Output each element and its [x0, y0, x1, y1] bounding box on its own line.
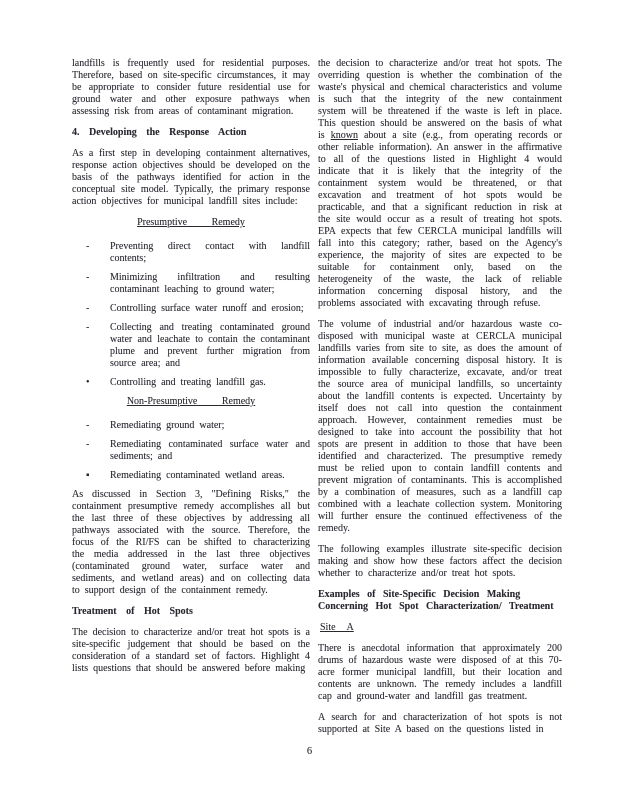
list-item — [72, 420, 310, 432]
list-item-text: Collecting and treating contaminated ground water and leachate to contain the contaminant plume and prevent further migration from source area; and — [110, 322, 310, 369]
paragraph-text: about a site (e.g., from operating records or other reliable information). An answer in the affirmative to all of the questions listed in Highlight 4 would indicate that it is likely that the integrity of the containment system would be threatened, or that excavation and treatment of hot spots would be practicable, and that a significant reduction in risk at the site would occur as a result of treating hot spots. EPA expects that few CERCLA municipal landfills will fall into this category; rather, based on the Agency's experience, the majority of sites are expected to be suitable for containment only, based on the heterogeneity of the waste, the lack of reliable information concerning disposal history, and the problems associated with excavating through refuse. — [318, 130, 563, 309]
list-item — [72, 377, 310, 389]
list-item-text: Remediating contaminated wetland areas. — [110, 470, 285, 481]
bullet-marker: - — [86, 303, 90, 314]
underlined-word: known — [330, 130, 358, 141]
response-objectives-paragraph: As a first step in developing containment alternatives, response action objectives should be developed on the basis of the pathways identified for action in the conceptual site model. Typically, the primary response action objectives for municipal landfill sites include: — [72, 148, 310, 207]
non-presumptive-remedy-list — [72, 420, 310, 482]
non-presumptive-remedy-heading-text: Non-Presumptive Remedy — [126, 396, 256, 407]
list-item-text: Minimizing infiltration and resulting contaminant leaching to ground water; — [110, 272, 310, 295]
non-presumptive-remedy-heading — [72, 396, 310, 408]
treatment-decision-paragraph: The decision to characterize and/or treat hot spots is a site-specific judgement that should be based on the consideration of a standard set of factors. Highlight 4 lists questions that should be answered before making — [72, 627, 310, 674]
right-column — [318, 58, 562, 745]
site-a-anecdotal-paragraph: There is anecdotal information that approximately 200 drums of hazardous waste were disposed of at this 70-acre former municipal landfill, but their location and contents are unknown. The remedy includes a landfill cap and ground-water and landfill gas treatment. — [318, 643, 562, 702]
paragraph-text: the decision to characterize and/or treat hot spots. The overriding question is whether the combination of the waste's physical and chemical characteristics and volume is such that the integrity of the new containment system will be threatened if the waste is left in place. This question should be answered on the basis of what is — [318, 58, 562, 141]
list-item — [72, 439, 310, 463]
bullet-marker: - — [86, 241, 90, 252]
bullet-marker: - — [86, 439, 90, 450]
section-heading-developing-response-action: 4. Developing the Response Action — [72, 127, 247, 138]
page-number: 6 — [306, 746, 313, 757]
list-item-text: Controlling surface water runoff and erosion; — [110, 303, 304, 314]
list-item — [72, 272, 310, 296]
bullet-marker: • — [86, 377, 90, 388]
list-item — [72, 470, 310, 482]
site-a-heading-text: Site A — [320, 622, 354, 633]
hot-spot-decision-paragraph — [318, 58, 562, 310]
list-item-text: Remediating contaminated surface water and sediments; and — [110, 439, 310, 462]
list-item-text: Controlling and treating landfill gas. — [110, 377, 266, 388]
section3-discussion-paragraph: As discussed in Section 3, "Defining Risks," the containment presumptive remedy accomplishes all but the last three of these objectives by addressing all pathways associated with the source. Therefore, the focus of the RI/FS can be shifted to characterizing the media addressed in the last three objectives (contaminated ground water, surface water and sediments, and wetland areas) and on collecting data to support design of the containment remedy. — [72, 489, 310, 596]
intro-paragraph: landfills is frequently used for residential purposes. Therefore, based on site-specific circumstances, it may be appropriate to consider future residential use for ground water and other exposure pathways when assessing risk from areas of contaminant migration. — [72, 58, 310, 117]
presumptive-remedy-heading-text: Presumptive Remedy — [137, 217, 245, 228]
waste-volume-paragraph: The volume of industrial and/or hazardous waste co-disposed with municipal waste at CERCLA municipal landfills varies from site to site, as does the amount of information available concerning disposal history. It is impossible to fully characterize, excavate, and/or treat the source area of municipal landfills, so uncertainty about the landfill contents is expected. Uncertainty by itself does not call into question the containment approach. However, containment remedies must be designed to take into account the possibility that hot spots are present in addition to those that have been identified and characterized. The presumptive remedy must be relied upon to contain landfill contents and prevent migration of contaminants. This is accomplished by a combination of measures, such as a landfill cap combined with a leachate collection system. Monitoring will further ensure the continued effectiveness of the remedy. — [318, 319, 562, 534]
site-a-heading — [318, 622, 562, 634]
list-item — [72, 241, 310, 265]
bullet-marker: - — [86, 420, 90, 431]
presumptive-remedy-heading — [72, 217, 310, 229]
bullet-marker: - — [86, 322, 90, 333]
examples-section-heading: Examples of Site-Specific Decision Making Concerning Hot Spot Characterization/ Treatment — [318, 589, 554, 612]
examples-intro-paragraph: The following examples illustrate site-specific decision making and show how these factors affect the decision whether to characterize and/or treat hot spots. — [318, 544, 562, 579]
bullet-marker: ▪ — [86, 470, 90, 481]
treatment-of-hot-spots-heading: Treatment of Hot Spots — [72, 606, 193, 617]
left-column — [72, 58, 310, 745]
list-item-text: Preventing direct contact with landfill contents; — [110, 241, 310, 264]
bullet-marker: - — [86, 272, 90, 283]
list-item-text: Remediating ground water; — [110, 420, 225, 431]
list-item — [72, 303, 310, 315]
site-a-search-paragraph: A search for and characterization of hot spots is not supported at Site A based on the questions listed in — [318, 712, 562, 735]
list-item — [72, 322, 310, 370]
presumptive-remedy-list — [72, 241, 310, 389]
